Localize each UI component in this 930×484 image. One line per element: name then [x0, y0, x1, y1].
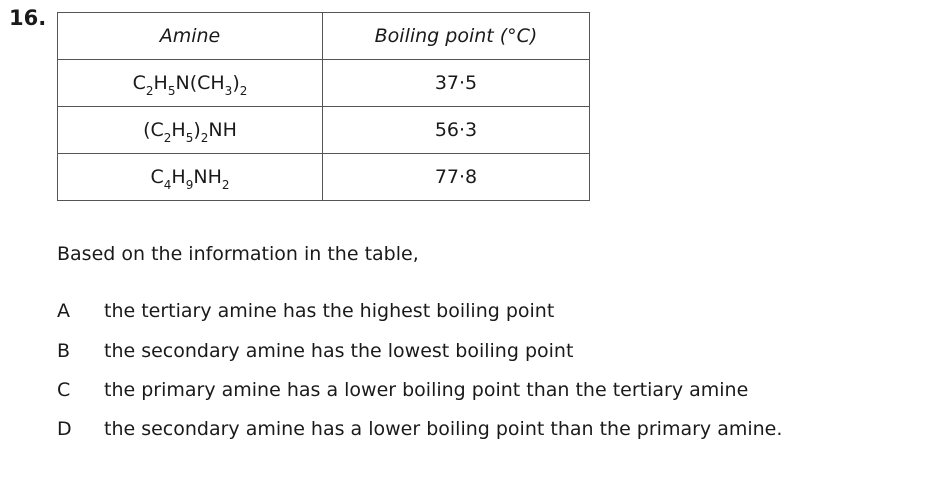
formula-subscript: 3	[224, 83, 233, 98]
formula-subscript: 2	[145, 83, 154, 98]
option-d[interactable]	[57, 416, 782, 442]
header-amine: Amine	[58, 13, 323, 60]
option-c[interactable]	[57, 377, 748, 403]
option-letter: C	[57, 379, 71, 401]
option-letter: D	[57, 418, 72, 440]
formula-subscript: 2	[239, 83, 248, 98]
table-row	[58, 154, 590, 201]
option-b[interactable]	[57, 338, 573, 364]
amine-formula-cell: $C_2H_5N(CH_3)_2$	[58, 60, 323, 107]
option-letter: B	[57, 340, 71, 362]
option-text: the tertiary amine has the highest boiling point	[104, 300, 555, 322]
boiling-point-cell: 77·8	[323, 154, 590, 201]
formula-subscript: 5	[167, 83, 176, 98]
table-header-row	[58, 13, 590, 60]
option-letter: A	[57, 300, 70, 322]
option-text: the secondary amine has the lowest boiling point	[104, 340, 574, 362]
option-text: the primary amine has a lower boiling point than the tertiary amine	[104, 379, 749, 401]
formula-subscript: 2	[163, 130, 172, 145]
amine-formula-cell: $(C_2H_5)_2NH$	[58, 107, 323, 154]
formula-subscript: 2	[200, 130, 209, 145]
formula-subscript: 9	[185, 177, 194, 192]
formula-subscript: 2	[221, 177, 230, 192]
table-row	[58, 60, 590, 107]
option-a[interactable]	[57, 298, 554, 324]
amine-formula-cell: $C_4H_9NH_2$	[58, 154, 323, 201]
option-text: the secondary amine has a lower boiling point than the primary amine.	[104, 418, 783, 440]
boiling-point-cell: 56·3	[323, 107, 590, 154]
table-row	[58, 107, 590, 154]
formula-subscript: 5	[185, 130, 194, 145]
question-stem: Based on the information in the table,	[57, 243, 419, 265]
question-number: 16.	[9, 6, 47, 30]
header-boiling-point: Boiling point (°C)	[323, 13, 590, 60]
amine-boiling-point-table	[57, 12, 590, 201]
boiling-point-cell: 37·5	[323, 60, 590, 107]
formula-subscript: 4	[163, 177, 172, 192]
